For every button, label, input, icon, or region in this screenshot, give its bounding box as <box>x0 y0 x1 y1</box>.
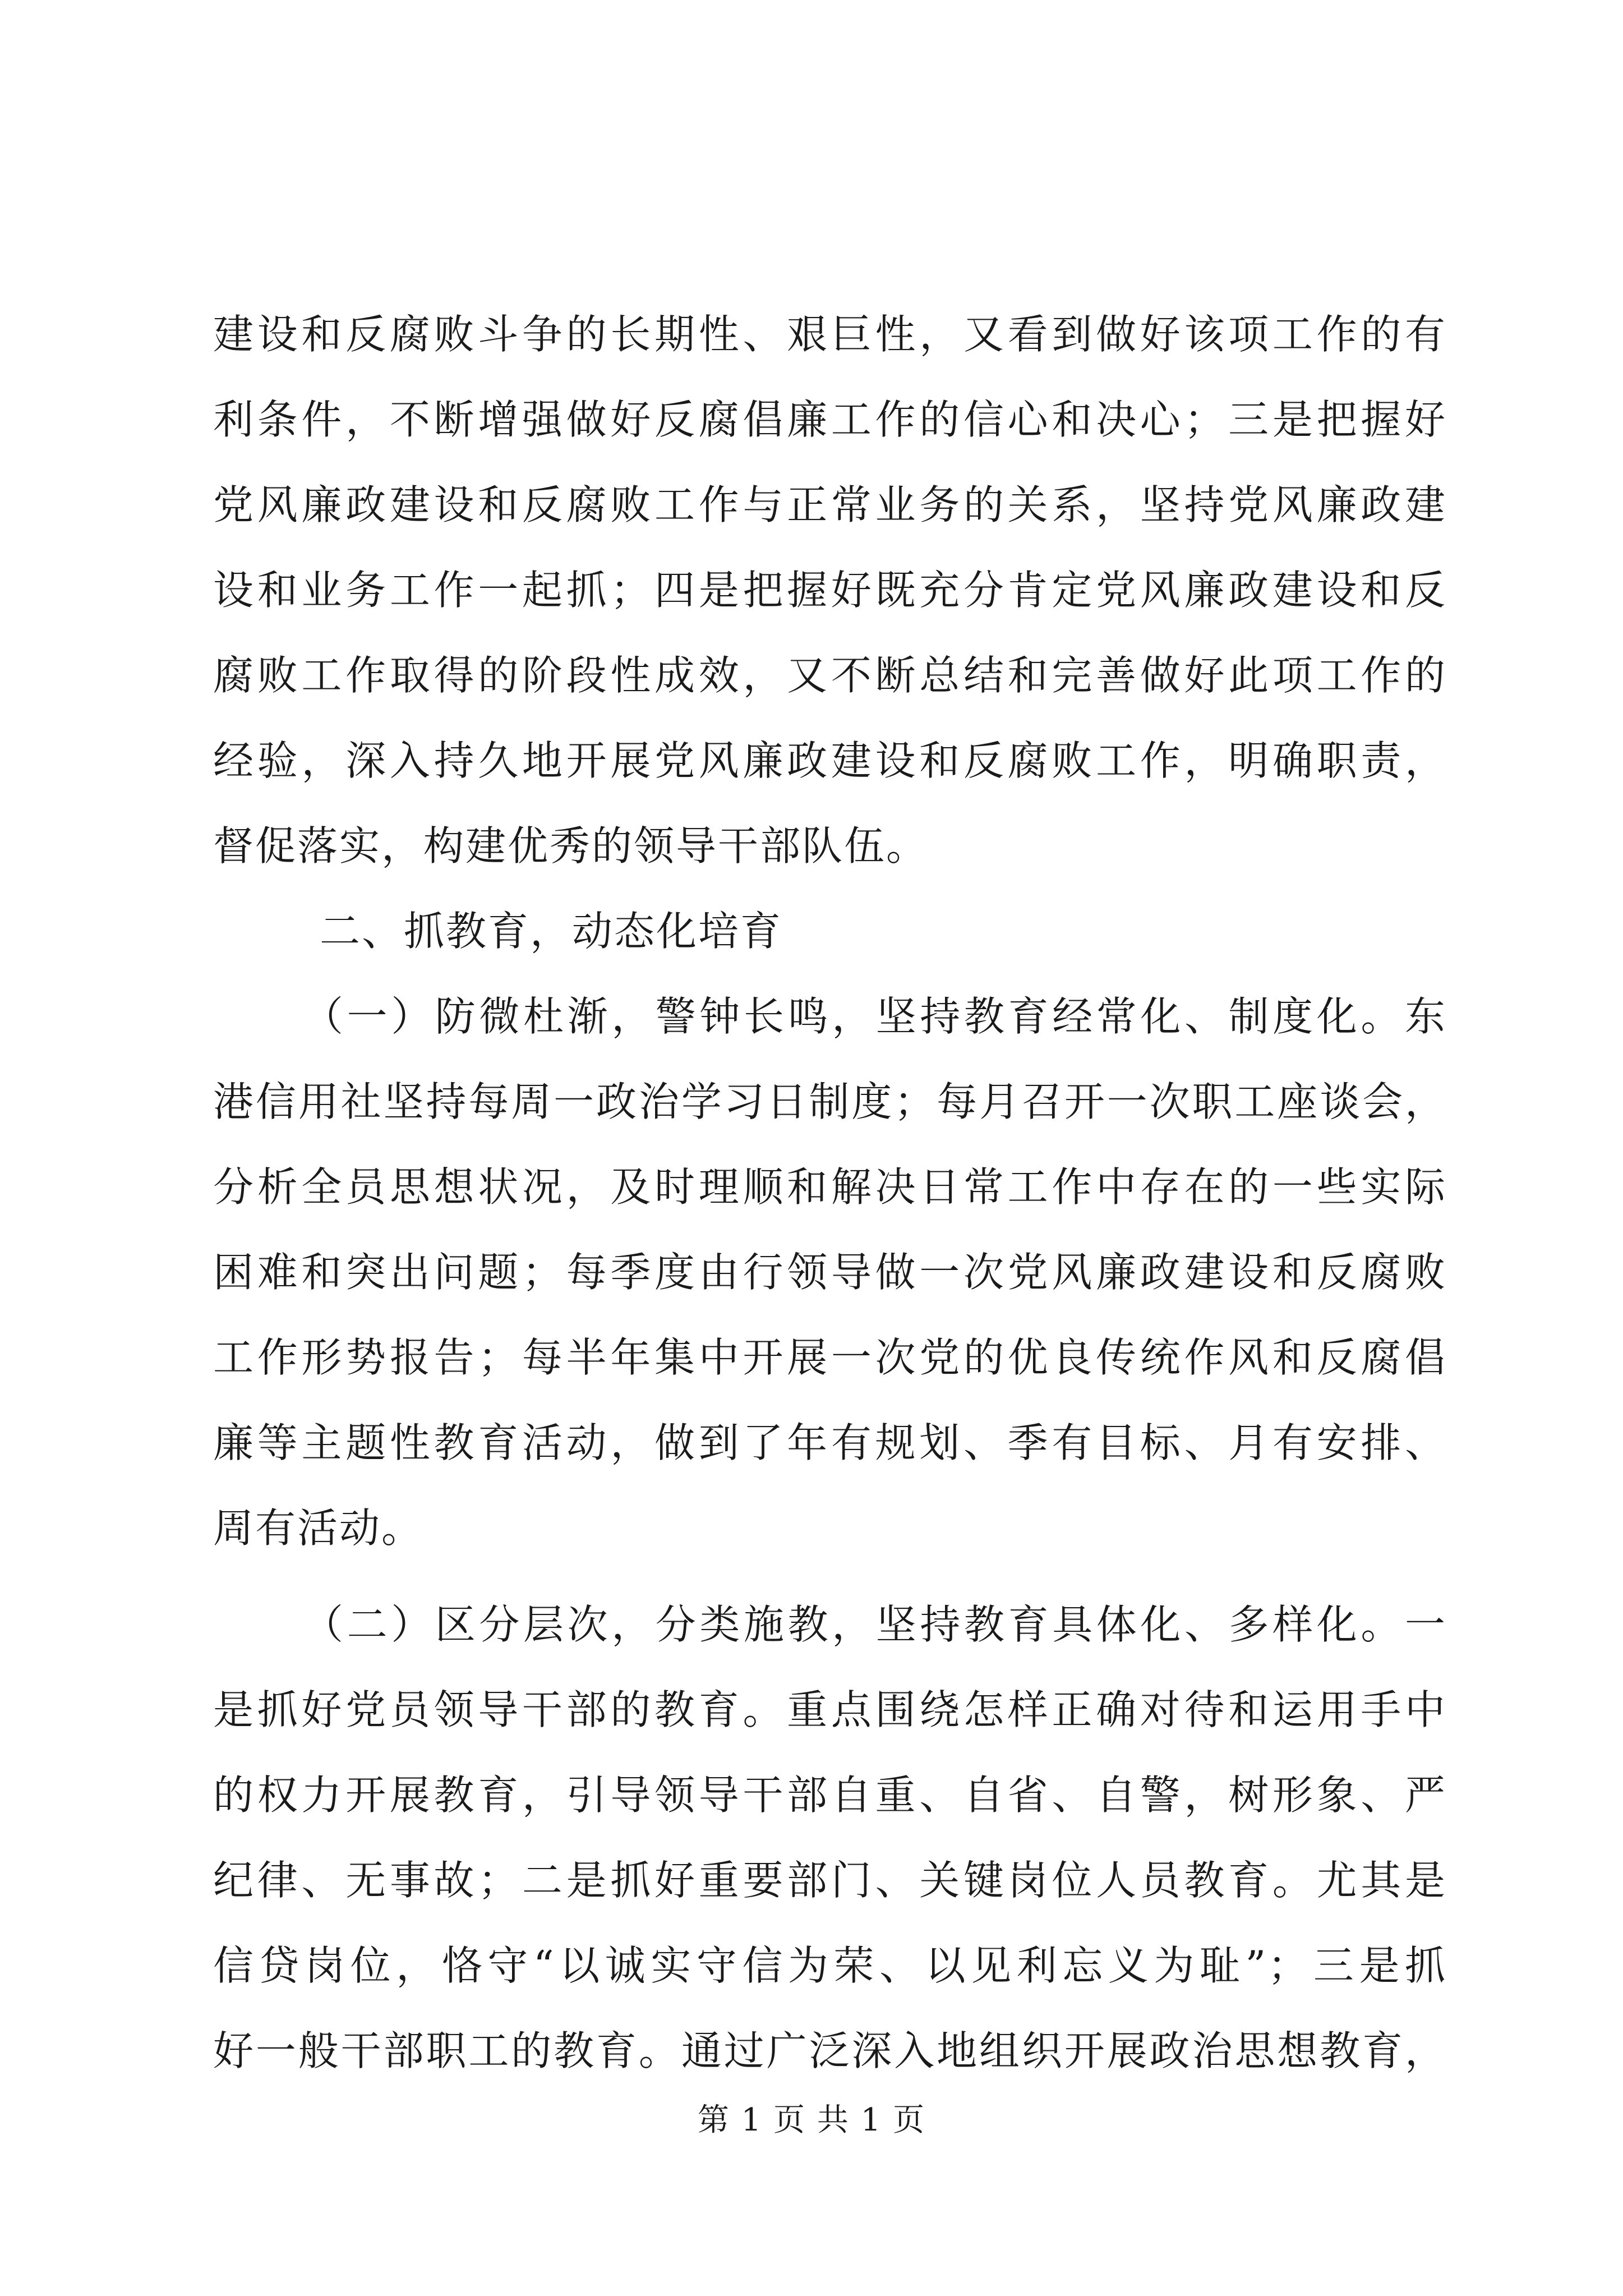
paragraph-line: （一）防微杜渐，警钟长鸣，坚持教育经常化、制度化。东 <box>303 993 1447 1040</box>
paragraph-gap <box>213 1571 1447 1582</box>
paragraph-line: 经验，深入持久地开展党风廉政建设和反腐败工作，明确职责， <box>213 737 1447 784</box>
body-text <box>213 292 1447 2093</box>
paragraph-line: 腐败工作取得的阶段性成效，又不断总结和完善做好此项工作的 <box>213 652 1447 699</box>
paragraph-line: 信贷岗位，恪守“以诚实守信为荣、以见利忘义为耻”；三是抓 <box>213 1942 1447 1989</box>
paragraph-line: 纪律、无事故；二是抓好重要部门、关键岗位人员教育。尤其是 <box>213 1857 1447 1904</box>
paragraph-line: 督促落实，构建优秀的领导干部队伍。 <box>213 822 929 869</box>
paragraph-line: 困难和突出问题；每季度由行领导做一次党风廉政建设和反腐败 <box>213 1249 1447 1296</box>
paragraph-line: 好一般干部职工的教育。通过广泛深入地组织开展政治思想教育， <box>213 2027 1447 2074</box>
paragraph-line: 建设和反腐败斗争的长期性、艰巨性，又看到做好该项工作的有 <box>213 311 1447 358</box>
paragraph-line: 分析全员思想状况，及时理顺和解决日常工作中存在的一些实际 <box>213 1163 1447 1211</box>
paragraph-line: 是抓好党员领导干部的教育。重点围绕怎样正确对待和运用手中 <box>213 1686 1447 1733</box>
paragraph-line: （二）区分层次，分类施教，坚持教育具体化、多样化。一 <box>303 1601 1447 1648</box>
paragraph-line: 周有活动。 <box>213 1504 424 1552</box>
paragraph-line: 设和业务工作一起抓；四是把握好既充分肯定党风廉政建设和反 <box>213 567 1447 614</box>
paragraph-line: 党风廉政建设和反腐败工作与正常业务的关系，坚持党风廉政建 <box>213 481 1447 528</box>
paragraph-line: 港信用社坚持每周一政治学习日制度；每月召开一次职工座谈会， <box>213 1078 1447 1125</box>
paragraph-line: 的权力开展教育，引导领导干部自重、自省、自警，树形象、严 <box>213 1772 1447 1819</box>
paragraph-line: 利条件，不断增强做好反腐倡廉工作的信心和决心；三是把握好 <box>213 396 1447 443</box>
paragraph-line: 廉等主题性教育活动，做到了年有规划、季有目标、月有安排、 <box>213 1419 1447 1466</box>
paragraph-line: 工作形势报告；每半年集中开展一次党的优良传统作风和反腐倡 <box>213 1334 1447 1381</box>
section-heading: 二、抓教育，动态化培育 <box>320 908 783 955</box>
page-number-footer: 第 1 页 共 1 页 <box>697 2102 926 2138</box>
